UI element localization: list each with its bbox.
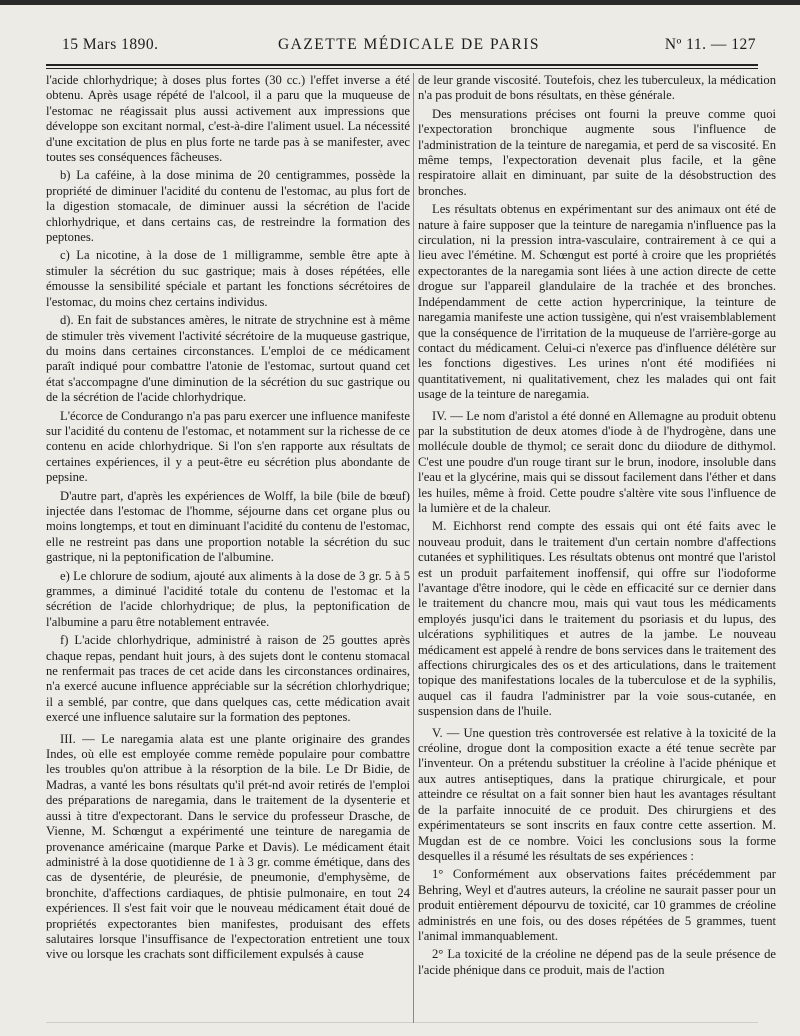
paragraph: L'écorce de Condurango n'a pas paru exercer une influence manifeste sur l'acidité du contenu de l'estomac, et notamment sur la richesse de ce contenu en acide chlorhydrique. Si l'on s'en rapporte aux résultats de certaines expériences, il y a peut-être eu sécrétion plus abondante de pepsine. — [46, 408, 410, 485]
paragraph: M. Eichhorst rend compte des essais qui ont été faits avec le nouveau produit, dans le traitement d'un certain nombre d'affections cutanées et syphilitiques. Les résultats obtenus ont montré que l'aristol est un produit parfaitement inoffensif, qui offre sur l'iodoforme l'avantage d'être inodore, qui le cède en efficacité sur ce dernier dans le traitement du chancre mou, mais qui vaut tous les médicaments employés jusqu'ici dans le traitement du psoriasis et du lupus, des ulcérations syphilitiques et autres de la jambe. Le nouveau médicament est appelé à rendre de bons services dans le traitement des affections chirurgicales des os et des articulations, dans le traitement topique des manifestations locales de la tuberculose et de la syphilis, auquel cas il faudra l'administrer par la voie sous-cutanée, en suspension dans de l'huile. — [418, 519, 776, 719]
paragraph: Des mensurations précises ont fourni la preuve comme quoi l'expectoration bronchique augmente sous l'influence de l'administration de la teinture de naregamia, et perd de sa viscosité. En même temps, l'expectoration devenait plus facile, et la gêne respiratoire allait en diminuant, par suite de la désobstruction des bronches. — [418, 106, 776, 198]
left-column — [46, 73, 410, 1023]
header-rule-thick — [46, 64, 758, 66]
paragraph: 2° La toxicité de la créoline ne dépend pas de la seule présence de l'acide phénique dans ce produit, mais de l'action — [418, 947, 776, 977]
header-page-number: Nº 11. — 127 — [664, 36, 756, 53]
scan-top-edge — [0, 0, 800, 5]
section-paragraph: V. — Une question très controversée est relative à la toxicité de la créoline, drogue dont la composition exacte a été tenue secrète par l'inventeur. On a prétendu substituer la créoline à l'acide phénique et aux autres antiseptiques, dans la pratique chirurgicale, et pour atteindre ce résultat on a fait sonner bien haut les avantages résultant de la parfaite innocuité de ce produit. Des chirurgiens et des expérimentateurs se sont inscrits en faux contre cette assertion. M. Mugdan est de ce nombre. Voici les conclusions sous la forme desquelles il a résumé les résultats de ses expériences : — [418, 725, 776, 863]
right-column — [418, 73, 776, 1023]
paragraph: c) La nicotine, à la dose de 1 milligramme, semble être apte à stimuler la sécrétion du suc gastrique; mais à doses répétées, elle émousse la sensibilité spéciale et partant les fonctions sécrétoires de l'estomac, du moins chez certains individus. — [46, 248, 410, 309]
paragraph: D'autre part, d'après les expériences de Wolff, la bile (bile de bœuf) injectée dans l'estomac de l'homme, séjourne dans cet organe plus ou moins longtemps, et tout en diminuant l'acidité du contenu de l'estomac, elle ne restreint pas dans une proportion notable la sécrétion du suc gastrique, ni la peptonification de l'albumine. — [46, 488, 410, 565]
header-rule-thin — [46, 68, 758, 69]
paragraph: 1° Conformément aux observations faites précédemment par Behring, Weyl et d'autres auteurs, la créoline ne saurait passer pour un produit entièrement dépourvu de toxicité, car 10 grammes de créoline administrés en une fois, ou des doses répétées de 5 grammes, tuent l'animal immanquablement. — [418, 867, 776, 943]
section-paragraph: IV. — Le nom d'aristol a été donné en Allemagne au produit obtenu par la substitution de deux atomes d'iode à de l'hydrogène, dans une mollécule double de thymol; ce serait donc du diiodure de dithymol. C'est une poudre d'un rouge tirant sur le brun, inodore, insoluble dans l'eau et la glycérine, mais qui se dissout facilement dans l'éther et dans les huiles, même à froid. Cette poudre s'altère vite sous l'influence de la lumière et de la chaleur. — [418, 408, 776, 515]
paragraph: de leur grande viscosité. Toutefois, chez les tuberculeux, la médication n'a pas produit de bons résultats, en thèse générale. — [418, 73, 776, 103]
header-date: 15 Mars 1890. — [62, 36, 159, 53]
paragraph: Les résultats obtenus en expérimentant sur des animaux ont été de nature à faire supposer que la teinture de naregamia n'influence pas la circulation, ni la pression intra-vasculaire, contrairement à ce qui a lieu avec l'émétine. M. Schœngut est porté à croire que les propriétés expectorantes de la naregamia sont liées à une action directe de cette drogue sur l'appareil glandulaire de la trachée et des bronches. Indépendamment de cette action hypercrinique, la teinture de naregamia manifeste une action tussigène, qui n'est vraisemblablement que la conséquence de l'irritation de la muqueuse de l'arrière-gorge au contact du médicament. Celui-ci n'exerce pas d'influence délétère sur les fonctions digestives. Les urines n'ont été modifiées ni quantitativement, ni qualitativement, chez les malades qui ont fait usage de la teinture de naregamia. — [418, 202, 776, 402]
paragraph: b) La caféine, à la dose minima de 20 centigrammes, possède la propriété de diminuer l'acidité du contenu de l'estomac, au plus fort de la digestion stomacale, de diminuer aussi la sécrétion de l'acide chlorhydrique, et dans certains cas, de restreindre la formation des peptones. — [46, 168, 410, 245]
header-journal-title: GAZETTE MÉDICALE DE PARIS — [277, 36, 541, 53]
page-bottom-rule — [46, 1022, 758, 1036]
paragraph: d). En fait de substances amères, le nitrate de strychnine est à même de stimuler très vivement l'activité sécrétoire de la muqueuse gastrique, du moins dans certaines circonstances. L'emploi de ce médicament paraît indiqué pour combattre l'atonie de l'estomac, surtout quand cet état s'accompagne d'une diminution de la sécrétion du suc gastrique ou de la sécrétion de l'acide chlorhydrique. — [46, 313, 410, 405]
paragraph: l'acide chlorhydrique; à doses plus fortes (30 cc.) l'effet inverse a été obtenu. Après usage répété de l'alcool, il a paru que la muqueuse de l'estomac ne réagissait plus aussi activement aux impressions que développe son excitant normal, c'est-à-dire l'aliment usuel. La nécessité d'une excitation de plus en plus forte ne tarde pas à se manifester, avec toutes ses conséquences fâcheuses. — [46, 73, 410, 165]
paragraph: f) L'acide chlorhydrique, administré à raison de 25 gouttes après chaque repas, pendant huit jours, à des sujets dont le contenu stomacal ne renfermait pas traces de cet acide dans les circonstances ordinaires, n'a exercé aucune influence appréciable sur la sécrétion chlorhydrique; il a semblé, par contre, que dans quelques cas, cette médication avait exercé une influence salutaire sur la formation des peptones. — [46, 633, 410, 725]
running-header — [62, 36, 756, 58]
column-divider — [413, 73, 414, 1023]
section-paragraph: III. — Le naregamia alata est une plante originaire des grandes Indes, où elle est employée comme remède populaire pour combattre les troubles qu'on attribue à la résorption de la bile. Le Dr Bidie, de Madras, a vanté les bons résultats qu'il prét-nd avoir retirés de l'emploi des préparations de naregamia, dans le traitement de la dysenterie et aussi à titre d'expectorant. Dans le service du professeur Drasche, de Vienne, M. Schœngut a expérimenté une teinture de naregamia de provenance américaine (marque Parke et Davis). Le médicament était administré à la dose quotidienne de 1 à 3 gr. comme émétique, dans des cas de dysentérie, de pleurésie, de pneumonie, d'emphysème, de bronchite, d'affections cardiaques, de phtisie pulmonaire, en tout 24 expériences. Il s'est fait voir que le nouveau médicament était doué de propriétés expectorantes bien manifestes, produisant des effets salutaires lorsque l'insuffisance de l'expectoration entretient une toux vive ou lorsque les crachats sont difficilement expulsés à cause — [46, 731, 410, 962]
paragraph: e) Le chlorure de sodium, ajouté aux aliments à la dose de 3 gr. 5 à 5 grammes, a diminué l'acidité totale du contenu de l'estomac et la sécrétion de l'acide chlorhydrique; de plus, la peptonification de l'albumine a paru être notablement entravée. — [46, 568, 410, 629]
